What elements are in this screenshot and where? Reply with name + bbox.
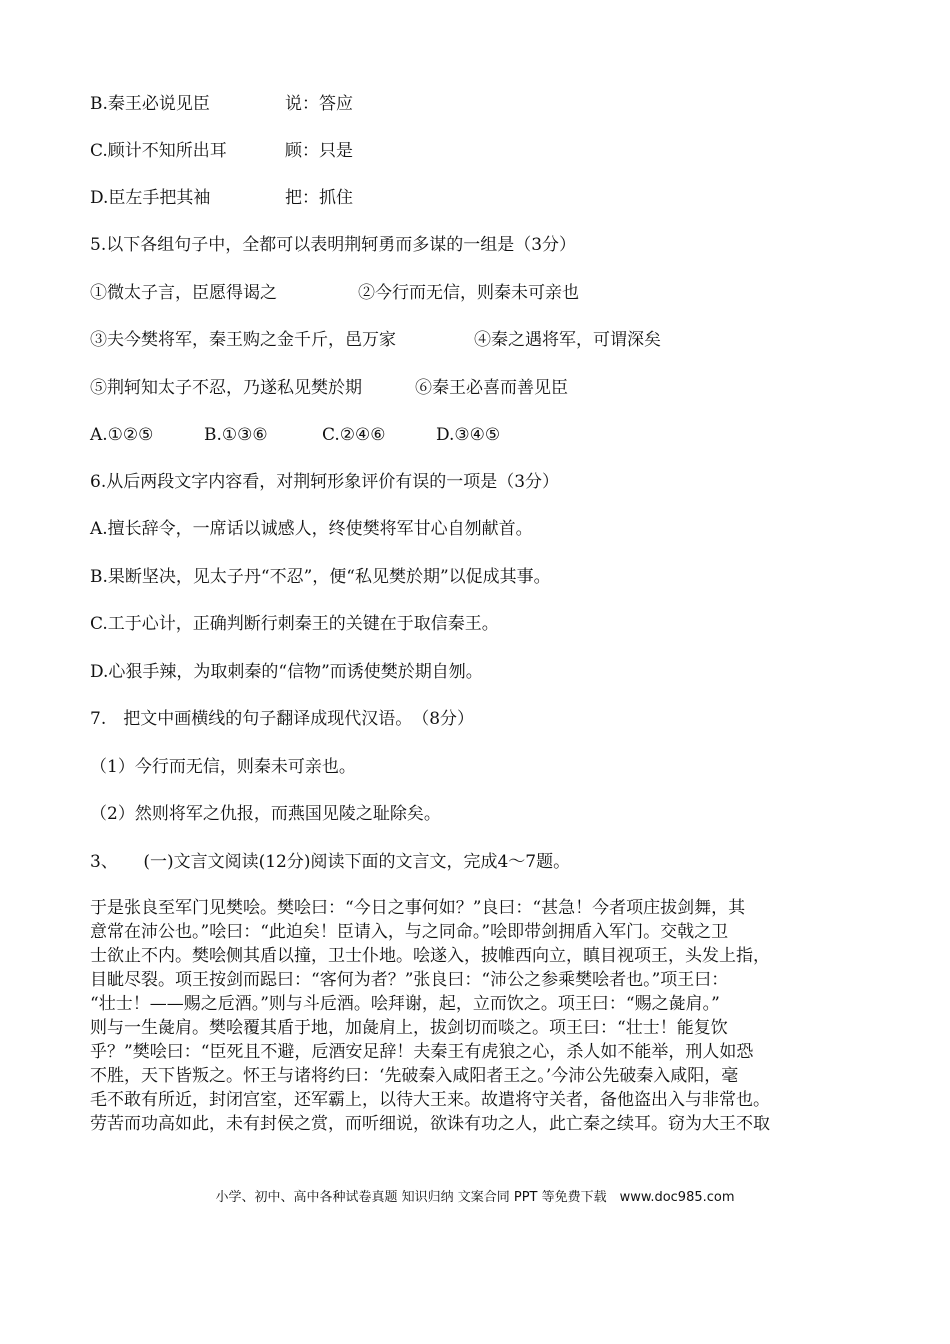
passage-line: 乎？”樊哙曰：“臣死且不避，卮酒安足辞！夫秦王有虎狼之心，杀人如不能举，刑人如恐 (90, 1042, 754, 1062)
q4-option-d-gloss: 把：抓住 (285, 188, 353, 208)
q5-stem: 5.以下各组句子中，全都可以表明荆轲勇而多谋的一组是（3分） (90, 235, 577, 255)
passage-line: 目眦尽裂。项王按剑而跽曰：“客何为者？”张良曰：“沛公之参乘樊哙者也。”项王曰： (90, 970, 729, 990)
q4-option-b-sentence: B.秦王必说见臣 (90, 94, 210, 114)
q4-option-c (90, 139, 353, 163)
q5-choice-c: C.②④⑥ (322, 425, 386, 445)
passage-line: 劳苦而功高如此，未有封侯之赏，而听细说，欲诛有功之人，此亡秦之续耳。窃为大王不取 (90, 1114, 770, 1134)
q4-option-b-gloss: 说：答应 (285, 94, 353, 114)
passage-line: 不胜，天下皆叛之。怀王与诸将约曰：‘先破秦入咸阳者王之。’今沛公先破秦入咸阳，毫 (90, 1066, 739, 1086)
q4-option-c-sentence: C.顾计不知所出耳 (90, 141, 227, 161)
q5-choices (90, 423, 501, 447)
q5-choice-b: B.①③⑥ (204, 425, 268, 445)
passage-line: 毛不敢有所近，封闭宫室，还军霸上，以待大王来。故遣将守关者，备他盗出入与非常也。 (90, 1090, 770, 1110)
q5-choice-a: A.①②⑤ (90, 425, 154, 445)
q5-items-row-2 (90, 328, 661, 352)
page-footer: 小学、初中、高中各种试卷真题 知识归纳 文案合同 PPT 等免费下载 www.doc985.com (215, 1190, 735, 1205)
q6-stem: 6.从后两段文字内容看，对荆轲形象评价有误的一项是（3分） (90, 472, 560, 492)
q4-option-c-gloss: 顾：只是 (285, 141, 353, 161)
q5-items-row-3 (90, 376, 568, 400)
q5-item-5: ⑤荆轲知太子不忍，乃遂私见樊於期 (90, 378, 362, 398)
q5-item-1: ①微太子言，臣愿得谒之 (90, 283, 277, 303)
q6-choice-b: B.果断坚决，见太子丹“不忍”，便“私见樊於期”以促成其事。 (90, 567, 551, 587)
section-3-heading: 3、 (一)文言文阅读(12分)阅读下面的文言文，完成4～7题。 (90, 852, 571, 872)
q5-choice-d: D.③④⑤ (436, 425, 501, 445)
q5-item-3: ③夫今樊将军，秦王购之金千斤，邑万家 (90, 330, 396, 350)
q7-item-2: （2）然则将军之仇报，而燕国见陵之耻除矣。 (90, 804, 441, 824)
q6-choice-d: D.心狠手辣，为取刺秦的“信物”而诱使樊於期自刎。 (90, 662, 483, 682)
q4-option-d-sentence: D.臣左手把其袖 (90, 188, 211, 208)
q5-item-2: ②今行而无信，则秦未可亲也 (358, 283, 579, 303)
passage-line: 于是张良至军门见樊哙。樊哙曰：“今日之事何如？”良曰：“甚急！今者项庄拔剑舞，其 (90, 898, 746, 918)
passage-line: 士欲止不内。樊哙侧其盾以撞，卫士仆地。哙遂入，披帷西向立，瞋目视项王，头发上指， (90, 946, 770, 966)
passage-line: “壮士！——赐之卮酒。”则与斗卮酒。哙拜谢，起，立而饮之。项王曰：“赐之彘肩。” (90, 994, 720, 1014)
q5-item-6: ⑥秦王必喜而善见臣 (415, 378, 568, 398)
q7-stem: 7. 把文中画横线的句子翻译成现代汉语。 （8分） (90, 709, 475, 729)
q6-choice-c: C.工于心计，正确判断行刺秦王的关键在于取信秦王。 (90, 614, 499, 634)
passage-line: 则与一生彘肩。樊哙覆其盾于地，加彘肩上，拔剑切而啖之。项王曰：“壮士！能复饮 (90, 1018, 728, 1038)
q4-option-d (90, 186, 353, 210)
q5-items-row-1 (90, 281, 579, 305)
q7-item-1: （1）今行而无信，则秦未可亲也。 (90, 757, 356, 777)
q6-choice-a: A.擅长辞令，一席话以诚感人，终使樊将军甘心自刎献首。 (90, 519, 533, 539)
q5-item-4: ④秦之遇将军，可谓深矣 (474, 330, 661, 350)
classical-passage (90, 896, 865, 1136)
passage-line: 意常在沛公也。”哙曰：“此迫矣！臣请入，与之同命。”哙即带剑拥盾入军门。交戟之卫 (90, 922, 729, 942)
q4-option-b (90, 92, 353, 116)
